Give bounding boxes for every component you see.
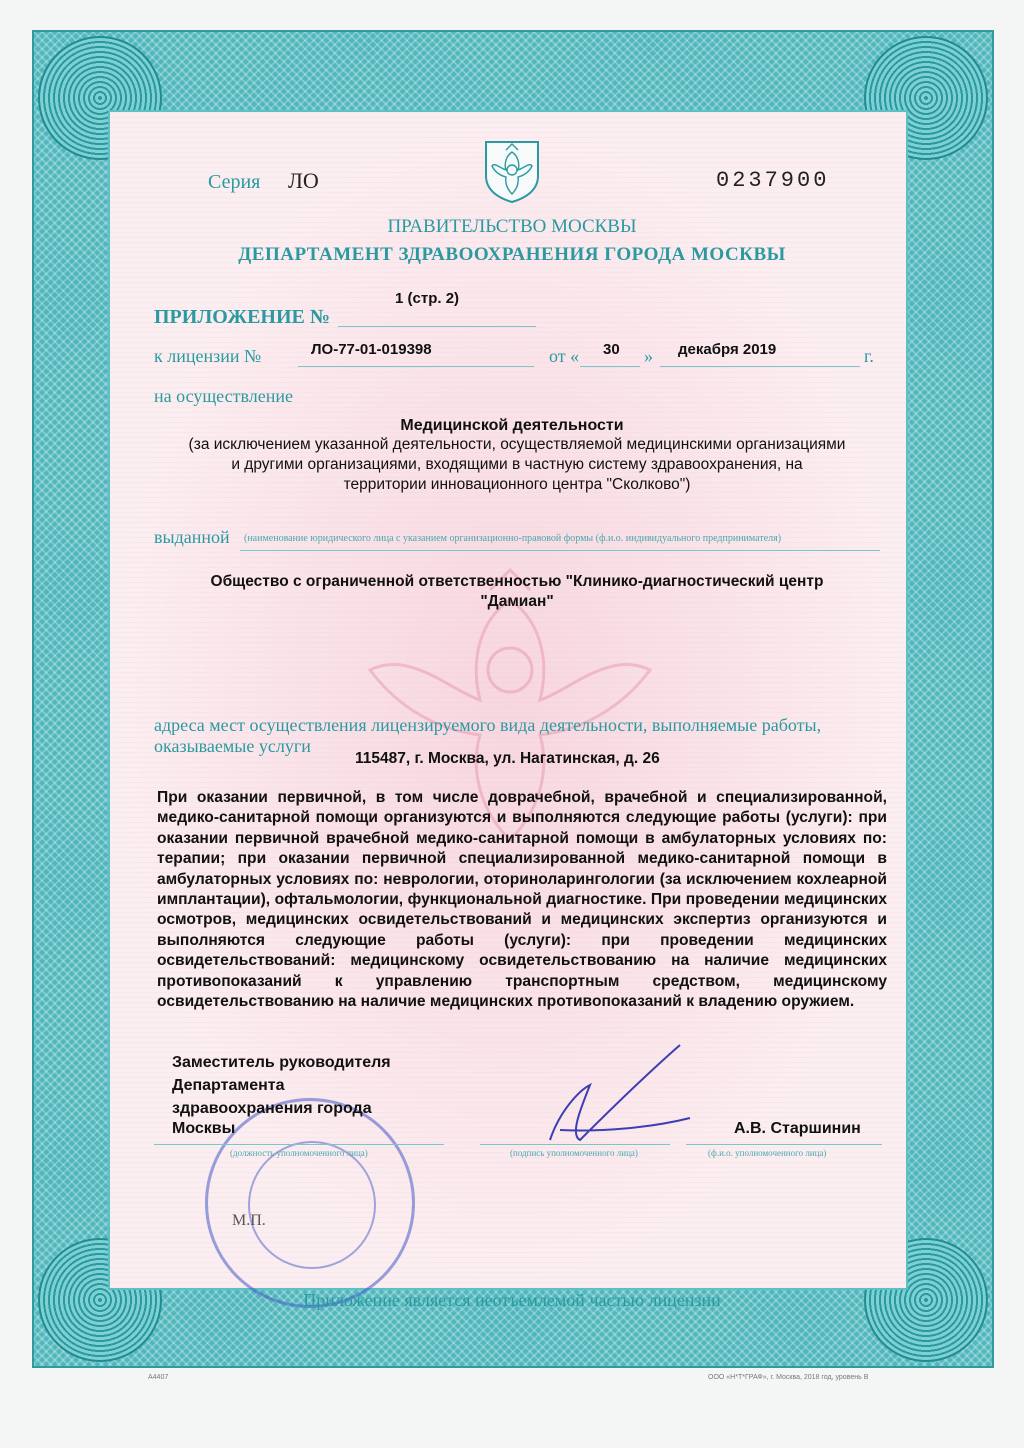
address-value: 115487, г. Москва, ул. Нагатинская, д. 26 <box>355 750 660 767</box>
handwritten-signature-icon <box>520 1040 720 1160</box>
department-name: ДЕПАРТАМЕНТ ЗДРАВООХРАНЕНИЯ ГОРОДА МОСКВЫ <box>238 244 786 265</box>
signer-position-line-3: здравоохранения города <box>172 1100 372 1117</box>
appendix-underline <box>338 326 536 327</box>
series-value: ЛО <box>288 168 319 193</box>
license-underline <box>298 366 534 367</box>
license-day-close: » <box>644 346 653 366</box>
position-underline <box>154 1144 444 1145</box>
license-day: 30 <box>603 341 620 358</box>
activity-line-2: и другими организациями, входящими в частную систему здравоохранения, на <box>231 456 803 473</box>
signature-hint: (подпись уполномоченного лица) <box>510 1148 638 1158</box>
form-number: 0237900 <box>716 168 830 193</box>
seal-inner-ring <box>248 1141 376 1269</box>
activity-line-3: территории инновационного центра "Сколково") <box>343 476 691 493</box>
license-number: ЛО-77-01-019398 <box>311 341 432 358</box>
license-month-year: декабря 2019 <box>678 341 777 358</box>
appendix-label: ПРИЛОЖЕНИЕ № <box>154 306 330 328</box>
organization-line-1: Общество с ограниченной ответственностью "Клинико-диагностический центр <box>210 573 824 590</box>
signer-position-line-4: Москвы <box>172 1120 236 1137</box>
form-code: А4407 <box>148 1374 169 1381</box>
signer-name: А.В. Старшинин <box>734 1120 861 1137</box>
organization-line-2: "Дамиан" <box>480 593 554 610</box>
activity-line-1: (за исключением указанной деятельности, осуществляемой медицинскими организациями <box>188 436 846 453</box>
series-label: Серия <box>208 171 261 193</box>
signer-position-line-2: Департамента <box>172 1077 285 1094</box>
license-from-label: от « <box>549 346 580 366</box>
month-underline <box>660 366 860 367</box>
printer-info: ООО «Н*Т*ГРАФ», г. Москва, 2018 год, уровень В <box>708 1374 869 1381</box>
activity-title: Медицинской деятельности <box>400 417 624 434</box>
seal-placeholder-label: М.П. <box>232 1212 266 1229</box>
issued-label: выданной <box>154 527 230 547</box>
coat-of-arms-icon <box>482 138 542 204</box>
appendix-number: 1 (стр. 2) <box>395 290 460 307</box>
official-seal <box>205 1098 415 1308</box>
footer-note: Приложение является неотъемлемой частью лицензии <box>303 1290 721 1310</box>
license-year-suffix: г. <box>864 346 874 366</box>
license-label: к лицензии № <box>154 346 262 366</box>
services-text: При оказании первичной, в том числе доврачебной, врачебной и специализированной, медико-санитарной помощи организуются и выполняются следующие работы (услуги): при оказании первичной врачебной медико-санитарной помощи в амбулаторных условиях по: терапии; при оказании первичной специализированной медико-санитарной помощи в амбулаторных условиях по: неврологии, оториноларингологии (за исключением кохлеарной имплантации), офтальмологии, функциональной диагностике. При проведении медицинских осмотров, медицинских освидетельствований и медицинских экспертиз организуются и выполняются следующие работы (услуги): при проведении медицинских освидетельствований: медицинскому освидетельствованию на наличие медицинских противопоказаний к управлению транспортным средством, медицинскому освидетельствованию на наличие медицинских противопоказаний к владению оружием. <box>157 789 887 1011</box>
day-underline <box>580 366 640 367</box>
activity-label: на осуществление <box>154 386 293 406</box>
gov-name: ПРАВИТЕЛЬСТВО МОСКВЫ <box>387 216 637 237</box>
address-label-line-2: оказываемые услуги <box>154 736 311 756</box>
name-hint: (ф.и.о. уполномоченного лица) <box>708 1148 827 1158</box>
signer-position-line-1: Заместитель руководителя <box>172 1054 391 1071</box>
address-label-line-1: адреса мест осуществления лицензируемого вида деятельности, выполняемые работы, <box>154 715 822 735</box>
position-hint: (должность уполномоченного лица) <box>230 1148 368 1158</box>
issued-hint: (наименование юридического лица с указанием организационно-правовой формы (ф.и.о. индивидуального предпринимателя) <box>244 533 782 544</box>
issued-underline <box>240 550 880 551</box>
